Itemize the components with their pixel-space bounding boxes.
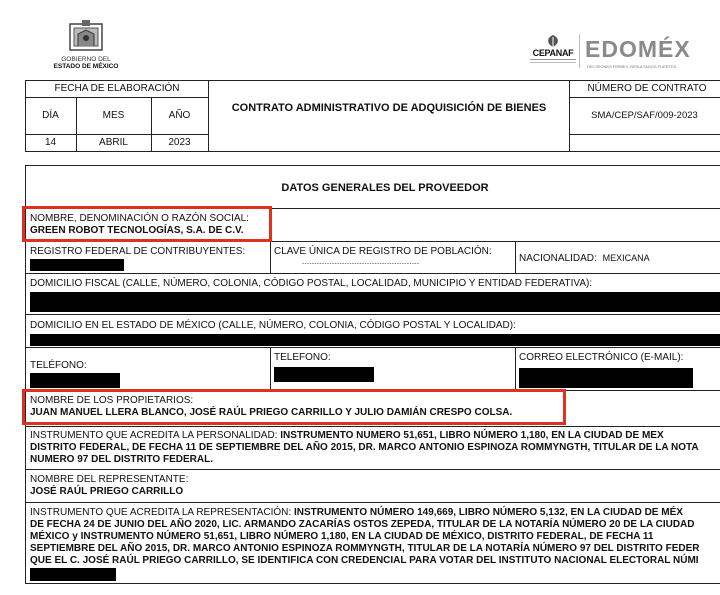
anio-value: 2023 bbox=[168, 137, 191, 148]
nacionalidad-label bbox=[519, 252, 650, 265]
highlight-propietarios bbox=[22, 389, 566, 425]
edomex-tagline: DECISIONES FIRMES, RESULTADOS FUERTES. bbox=[587, 64, 678, 69]
mes-value: ABRIL bbox=[99, 137, 128, 148]
representacion-redaction bbox=[30, 568, 116, 581]
cepanaf-label: CEPANAF bbox=[532, 48, 574, 58]
nacionalidad-label-text: NACIONALIDAD: bbox=[519, 253, 597, 264]
personalidad-line3: NUMERO 97 DEL DISTRITO FEDERAL. bbox=[30, 454, 213, 465]
curp-value: ----------------------------------------------- bbox=[302, 261, 420, 267]
representacion-line4: SEPTIEMBRE DEL AÑO 2015, DR. MARCO ANTONIO ESPINOZA ROMMYNGTH, TITULAR DE LA NOTARÍA NÚMERO 97 DEL DISTRITO FEDER bbox=[30, 543, 700, 554]
representacion-label: INSTRUMENTO QUE ACREDITA LA REPRESENTACIÓN: bbox=[30, 507, 292, 518]
telefono2-redaction bbox=[274, 367, 374, 382]
cepanaf-leaf-icon bbox=[543, 34, 563, 48]
personalidad-line1: INSTRUMENTO NUMERO 51,651, LIBRO NÚMERO 1,180, EN LA CIUDAD DE MEX bbox=[280, 430, 664, 441]
state-seal-logo bbox=[40, 18, 132, 74]
representacion-line3: MÉXICO y INSTRUMENTO NÚMERO 51,651, LIBRO NÚMERO 1,180, EN LA CIUDAD DE MÉXICO, DISTRITO FEDERAL, DE FECHA 11 bbox=[30, 531, 654, 542]
personalidad-label: INSTRUMENTO QUE ACREDITA LA PERSONALIDAD: bbox=[30, 430, 278, 441]
telefono2-label: TELEFONO: bbox=[274, 352, 331, 363]
correo-label: CORREO ELECTRÓNICO (E-MAIL): bbox=[519, 352, 684, 363]
domicilio-edomex-redaction bbox=[30, 334, 720, 346]
fecha-title: FECHA DE ELABORACIÓN bbox=[54, 83, 180, 94]
personalidad-block bbox=[30, 430, 720, 466]
rfc-redaction bbox=[30, 259, 124, 271]
highlight-razon-social bbox=[22, 206, 272, 242]
cepanaf-logo bbox=[528, 34, 578, 68]
mes-label: MES bbox=[102, 110, 125, 121]
representacion-line1: INSTRUMENTO NÚMERO 149,669, LIBRO NÚMERO 5,132, EN LA CIUDAD DE MÉX bbox=[293, 507, 683, 518]
provider-section-title: DATOS GENERALES DEL PROVEEDOR bbox=[281, 182, 489, 194]
contract-title: CONTRATO ADMINISTRATIVO DE ADQUISICIÓN DE BIENES bbox=[231, 102, 547, 114]
seal-line2: ESTADO DE MÉXICO bbox=[53, 63, 119, 70]
razon-social-value: GREEN ROBOT TECNOLOGÍAS, S.A. DE C.V. bbox=[30, 225, 244, 236]
seal-line1: GOBIERNO DEL bbox=[61, 56, 111, 63]
coat-of-arms-icon bbox=[66, 18, 106, 54]
nacionalidad-value: MEXICANA bbox=[602, 253, 650, 263]
domicilio-fiscal-redaction bbox=[30, 292, 720, 312]
numero-contrato-label: NÚMERO DE CONTRATO bbox=[587, 83, 707, 94]
rfc-label: REGISTRO FEDERAL DE CONTRIBUYENTES: bbox=[30, 246, 246, 257]
anio-label: AÑO bbox=[168, 110, 191, 121]
representante-label: NOMBRE DEL REPRESENTANTE: bbox=[30, 474, 189, 485]
domicilio-edomex-label: DOMICILIO EN EL ESTADO DE MÉXICO (CALLE, NÚMERO, COLONIA, CÓDIGO POSTAL Y LOCALIDAD): bbox=[30, 320, 516, 331]
razon-social-label: NOMBRE, DENOMINACIÓN O RAZÓN SOCIAL: bbox=[30, 213, 249, 224]
edomex-label: EDOMÉX bbox=[585, 36, 691, 62]
dia-label: DÍA bbox=[42, 110, 59, 121]
curp-label: CLAVE ÚNICA DE REGISTRO DE POBLACIÓN: bbox=[274, 246, 492, 257]
telefono1-label: TELÉFONO: bbox=[30, 360, 87, 371]
propietarios-value: JUAN MANUEL LLERA BLANCO, JOSÉ RAÚL PRIEGO CARRILLO Y JULIO DAMIÁN CRESPO COLSA. bbox=[30, 407, 513, 418]
correo-redaction bbox=[519, 368, 693, 388]
edomex-logo bbox=[585, 36, 720, 76]
representacion-line2: DE FECHA 24 DE JUNIO DEL AÑO 2020, LIC. ARMANDO ZACARÍAS OSTOS ZEPEDA, TITULAR DE LA NOTARÍA NÚMERO 20 DE LA CIUDAD bbox=[30, 519, 695, 530]
propietarios-label: NOMBRE DE LOS PROPIETARIOS: bbox=[30, 395, 194, 406]
representante-value: JOSÉ RAÚL PRIEGO CARRILLO bbox=[30, 486, 184, 497]
representacion-line5: QUE EL C. JOSÉ RAÚL PRIEGO CARRILLO, SE IDENTIFICA CON CREDENCIAL PARA VOTAR DEL INSTITUTO NACIONAL ELECTORAL NÚMI bbox=[30, 555, 699, 566]
personalidad-line2: DISTRITO FEDERAL, DE FECHA 11 DE SEPTIEMBRE DEL AÑO 2015, DR. MARCO ANTONIO ESPINOZA ROMMYNGTH, TITULAR DE LA NOTA bbox=[30, 442, 699, 453]
representacion-block bbox=[30, 507, 720, 567]
dia-value: 14 bbox=[44, 137, 57, 148]
domicilio-fiscal-label: DOMICILIO FISCAL (CALLE, NÚMERO, COLONIA, CÓDIGO POSTAL, LOCALIDAD, MUNICIPIO Y ENTIDAD FEDERATIVA): bbox=[30, 278, 593, 289]
numero-contrato-value: SMA/CEP/SAF/009-2023 bbox=[591, 110, 698, 121]
telefono1-redaction bbox=[30, 373, 120, 388]
